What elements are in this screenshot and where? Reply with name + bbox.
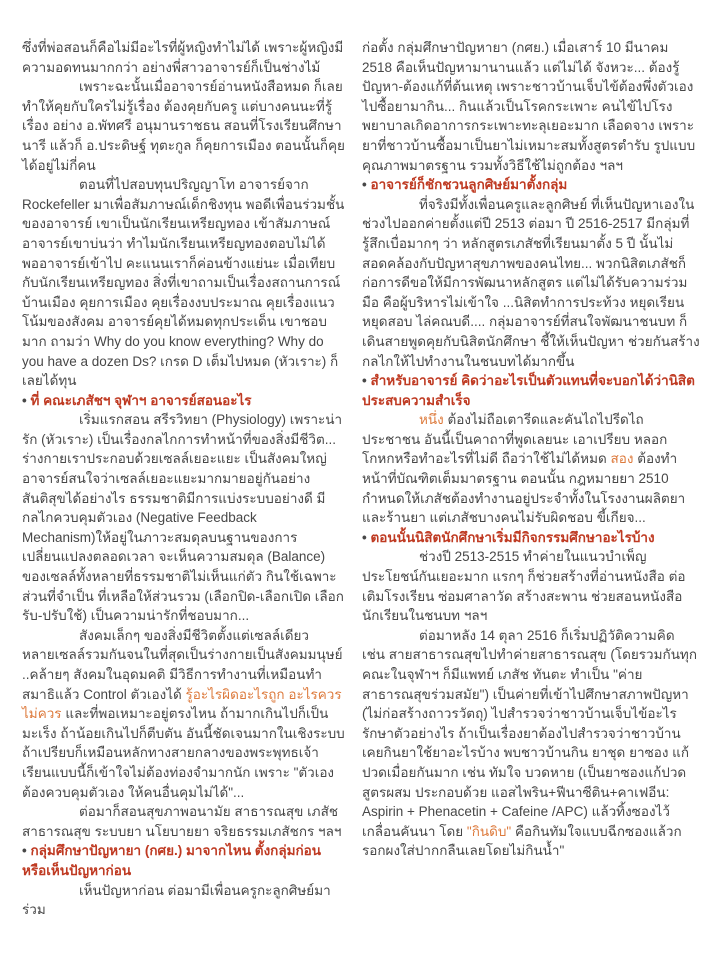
body-paragraph: ช่วงปี 2513-2515 ทำค่ายในแนวบำเพ็ญประโยชน์กันเยอะมาก แรกๆ ก็ช่วยสร้างที่อ่านหนังสือ ต่อเติมโรงเรียน ซ่อมศาลาวัด สร้างสะพาน ช่วยสอนหนังสือนักเรียนในชนบท ฯลฯ bbox=[362, 549, 686, 624]
right-text-column bbox=[362, 38, 700, 960]
body-paragraph: ต่อมาก็สอนสุขภาพอนามัย สาธารณสุข เภสัชสาธารณสุข ระบบยา นโยบายยา จริยธรรมเภสัชกร ฯลฯ bbox=[22, 804, 342, 839]
body-paragraph: ที่จริงมีทั้งเพื่อนครูและลูกศิษย์ ที่เห็นปัญหาเองในช่วงไปออกค่ายตั้งแต่ปี 2513 ต่อมา ปี 2516-2517 มีกลุ่มที่รู้สึกเบื่อมากๆ ว่า หลักสูตรเภสัชที่เรียนมาตั้ง 5 ปี นั้นไม่สอดคล้องกับปัญหาสุขภาพของคนไทย... พวกนิสิตเภสัชก็ก่อการดีขอให้มีการพัฒนาหลักสูตร แต่ไม่ได้รับความร่วมมือ คือผู้บริหารไม่เข้าใจ ...นิสิตทำการประท้วง หยุดเรียน หยุดสอบ ไล่คณบดี.... กลุ่มอาจารย์ที่สนใจพัฒนาชนบท ก็เดินสายพูดคุยกับนิสิตนักศึกษา ชี้ให้เห็นปัญหา ช่วยกันสร้างกลไกให้ไปทำงานในชนบทได้มากขึ้น bbox=[362, 196, 700, 369]
highlighted-phrase: รู้อะไรผิดอะไรถูก อะไรควรไม่ควร bbox=[22, 686, 342, 722]
highlighted-phrase: "กินดิบ" bbox=[466, 823, 512, 839]
section-heading bbox=[22, 841, 345, 880]
section-heading bbox=[362, 175, 700, 195]
body-paragraph: หนึ่ง ต้องไม่ถือเตารีดและคันไถไปรีดไถประชาชน อันนี้เป็นคาถาที่พูดเลยนะ เอาเปรียบ หลอก โกหกหรือทำอะไรที่ไม่ดี ถือว่าใช้ไม่ได้หมด สอง ต้องทำหน้าที่บัณฑิตเต็มมาตรฐาน ตอนนั้น กฎหมายยา 2510 กำหนดให้เภสัชต้องทำงานอยู่ประจำทั้งในโรงงานผลิตยาและร้านยา แต่เภสัชบางคนไม่รับผิดชอบ ขี้เกียจ... bbox=[362, 412, 686, 526]
section-heading-text: อาจารย์ก็ชักชวนลูกศิษย์มาตั้งกลุ่ม bbox=[370, 177, 568, 193]
bullet-icon: • bbox=[362, 177, 371, 193]
section-heading-text: ที่ คณะเภสัชฯ จุฬาฯ อาจารย์สอนอะไร bbox=[30, 392, 252, 408]
bullet-icon: • bbox=[362, 529, 371, 545]
section-heading-text: สำหรับอาจารย์ คิดว่าอะไรเป็นตัวแทนที่จะบอกได้ว่านิสิตประสบความสำเร็จ bbox=[362, 373, 695, 408]
section-heading-text: ตอนนั้นนิสิตนักศึกษาเริ่มมีกิจกรรมศึกษาอะไรบ้าง bbox=[370, 529, 655, 545]
section-heading bbox=[22, 391, 345, 411]
bullet-icon: • bbox=[22, 843, 31, 859]
body-paragraph: เห็นปัญหาก่อน ต่อมามีเพื่อนครูกะลูกศิษย์มาร่วม bbox=[22, 882, 331, 918]
section-heading bbox=[362, 528, 700, 548]
body-paragraph: ก่อตั้ง กลุ่มศึกษาปัญหายา (กศย.) เมื่อเสาร์ 10 มีนาคม 2518 คือเห็นปัญหามานานแล้ว แต่ไม่ได้ จังหวะ... ต้องรู้ปัญหา-ต้องแก้ที่ต้นเหตุ เพราะชาวบ้านเจ็บไข้ต้องพึ่งตัวเองไปซื้อยามากิน... กินแล้วเป็นโรคกระเพาะ คนไข้ไปโรงพยาบาลเกิดอาการกระเพาะทะลุเยอะมาก เลือดจาง เพราะยาที่ชาวบ้านซื้อมาเป็นยาไม่เหมาะสมทั้งสูตรตำรับ รูปแบบ คุณภาพมาตรฐาน รวมทั้งวิธีใช้ไม่ถูกต้อง ฯลฯ bbox=[362, 40, 696, 173]
body-paragraph: ซึ่งที่พ่อสอนก็คือไม่มีอะไรที่ผู้หญิงทำไม่ได้ เพราะผู้หญิงมีความอดทนมากกว่า อย่างพี่สาวอาจารย์ก็เป็นช่างไม้ bbox=[22, 40, 344, 75]
highlighted-phrase: สอง bbox=[610, 451, 634, 467]
body-paragraph: ตอนที่ไปสอบทุนปริญญาโท อาจารย์จาก Rockefeller มาเพื่อสัมภาษณ์เด็กชิงทุน พอดีเพื่อนร่วมชั้นของอาจารย์ เขาเป็นนักเรียนเหรียญทอง เข้าสัมภาษณ์ อาจารย์เขาบ่นว่า ทำไมนักเรียนเหรียญทองตอบไม่ได้ พออาจารย์เข้าไป คะแนนเราก็ค่อนข้างแย่นะ เมื่อเทียบกับนักเรียนเหรียญทอง สิ่งที่เขาถามเป็นเรื่องสถานการณ์บ้านเมือง คุยการเมือง คุยเรื่องงบประมาณ คุยเรื่องแนวโน้มของสังคม อาจารย์คุยได้หมดทุกประเด็น เขาชอบมาก ถามว่า Why do you know everything? Why do you have a dozen Ds? เกรด D เต็มไปหมด (หัวเราะ) ก็เลยได้ทุน bbox=[22, 177, 345, 389]
left-text-column bbox=[22, 38, 345, 960]
body-paragraph: ต่อมาหลัง 14 ตุลา 2516 ก็เริ่มปฏิวัติความคิด เช่น สายสาธารณสุขไปทำค่ายสาธารณสุข (โดยรวมกันทุกคณะในจุฬาฯ ก็มีแพทย์ เภสัช ทันตะ ทำเป็น "ค่ายสาธารณสุขร่วมสมัย") เป็นค่ายที่เข้าไปศึกษาสภาพปัญหา (ไม่ก่อสร้างถาวรวัตถุ) ไปสำรวจว่าชาวบ้านเจ็บไข้อะไร รักษาตัวอย่างไร ถ้าเป็นเรื่องยาต้องไปสำรวจว่าชาวบ้านเคยกินยาใช้ยาอะไรบ้าง พบชาวบ้านกิน ยาชุด ยาซอง แก้ปวดเมื่อยกันมาก เช่น ทัมใจ บวดหาย (เป็นยาซองแก้ปวดสูตรผสม ประกอบด้วย แอสไพริน+ฟีนาซีติน+คาเฟอีน: Aspirin + Phenacetin + Cafeine /APC) แล้วทิ้งซองไว้เกลื่อนคันนา โดย "กินดิบ" คือกินทัมใจแบบฉีกซองแล้วกรอกผงใส่ปากกลืนเลยโดยไม่กินน้ำ" bbox=[362, 627, 697, 859]
section-heading bbox=[362, 371, 700, 410]
body-paragraph: สังคมเล็กๆ ของสิ่งมีชีวิตตั้งแต่เซลล์เดียว หลายเซลล์รวมกันจนในที่สุดเป็นร่างกายเป็นสังคมมนุษย์ ..คล้ายๆ สังคมในอุดมคติ มีวิธีการทำงานที่เหมือนทำสมาธิแล้ว Control ตัวเองได้ รู้อะไรผิดอะไรถูก อะไรควรไม่ควร และที่พอเหมาะอยู่ตรงไหน ถ้ามากเกินไปก็เป็นมะเร็ง ถ้าน้อยเกินไปก็ตีบตัน อันนี้ชัดเจนมากในเชิงระบบ ถ้าเปรียบก็เหมือนหลักทางสายกลางของพระพุทธเจ้า เรียนแบบนี้ก็เข้าใจไม่ต้องท่องจำมากนัก เพราะ "ตัวเองต้องควบคุมตัวเอง ให้คนอื่นคุมไม่ได้"... bbox=[22, 627, 345, 800]
section-heading-text: กลุ่มศึกษาปัญหายา (กศย.) มาจากไหน ตั้งกลุ่มก่อนหรือเห็นปัญหาก่อน bbox=[22, 843, 322, 878]
bullet-icon: • bbox=[22, 392, 31, 408]
body-paragraph: เพราะฉะนั้นเมื่ออาจารย์อ่านหนังสือหมด ก็เลยทำให้คุยกับใครไม่รู้เรื่อง ต้องคุยกับครู แต่บางคนนะที่รู้เรื่อง อย่าง อ.พัทศรี อนุมานราชธน สอนที่โรงเรียนศึกษานารี แล้วก็ อ.ประดิษฐ์ ทุตะกูล ก็คุยการเมือง ตอนนั้นก็คุยได้อยู่ไม่กี่คน bbox=[22, 79, 345, 173]
highlighted-phrase: หนึ่ง bbox=[419, 412, 444, 428]
body-paragraph: เริ่มแรกสอน สรีรวิทยา (Physiology) เพราะน่ารัก (หัวเราะ) เป็นเรื่องกลไกการทำหน้าที่ของสิ่งมีชีวิต... ร่างกายเราประกอบด้วยเซลล์เยอะแยะ เป็นสังคมใหญ่ อาจารย์สนใจว่าเซลล์เยอะแยะมากมายอยู่กันอย่างสันติสุขได้อย่างไร ธรรมชาติมีการแบ่งระบบอย่างดี มีกลไกควบคุมตัวเอง (Negative Feedback Mechanism)ให้อยู่ในภาวะสมดุลบนฐานของการเปลี่ยนแปลงตลอดเวลา จะเห็นความสมดุล (Balance) ของเซลล์ทั้งหลายที่ธรรมชาติไม่เห็นแก่ตัว กินใช้เฉพาะส่วนที่จำเป็น ที่เหลือให้ส่วนรวม (เลือกปิด-เลือกเปิด เลือกรับ-ปรับใช้) เป็นความน่ารักที่ชอบมาก... bbox=[22, 412, 344, 624]
bullet-icon: • bbox=[362, 373, 371, 389]
